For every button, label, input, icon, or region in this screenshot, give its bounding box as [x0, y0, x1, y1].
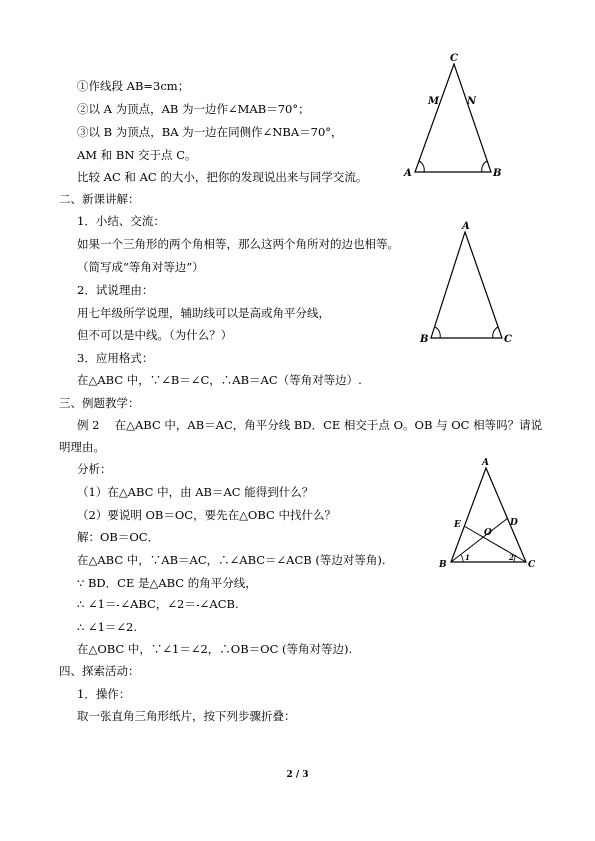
- angle-arc-b: [435, 327, 440, 338]
- label-c: C: [450, 53, 458, 64]
- angle-arc-b: [482, 161, 487, 172]
- summary-heading: 1．小结、交流：: [77, 214, 165, 228]
- section-3-heading: 三、例题教学：: [59, 396, 140, 410]
- triangle-figure-3: [437, 455, 542, 575]
- triangle-abc-3: [451, 468, 526, 562]
- label-n: N: [467, 96, 477, 107]
- operation-heading: 1．操作：: [77, 687, 131, 701]
- example-text-2: 明理由。: [59, 440, 105, 454]
- label-o: O: [484, 528, 492, 538]
- theorem-text: 如果一个三角形的两个角相等，那么这两个角所对的边也相等。: [77, 237, 399, 251]
- label-b: B: [493, 168, 502, 179]
- step-3-cont-text: AM 和 BN 交于点 C。: [77, 148, 197, 162]
- example-text-1: 例 2 在△ABC 中，AB＝AC，角平分线 BD．CE 相交于点 O。OB 与 OC 相等吗？请说: [77, 418, 543, 432]
- format-text: 在△ABC 中，∵∠B＝∠C，∴AB＝AC（等角对等边）.: [77, 373, 362, 387]
- label-a: A: [404, 168, 412, 179]
- label-m: M: [428, 96, 440, 107]
- solution-heading: 解：OB＝OC．: [77, 530, 160, 544]
- step-3-text: ③以 B 为顶点，BA 为一边在同侧作∠NBA＝70°，: [77, 125, 343, 139]
- label-e: E: [454, 520, 461, 530]
- reason-text-1: 用七年级所学说理，辅助线可以是高或角平分线，: [77, 306, 330, 320]
- analysis-q2: （2）要说明 OB＝OC，要先在△OBC 中找什么？: [77, 508, 336, 522]
- analysis-heading: 分析：: [77, 462, 112, 476]
- angle-arc-2: [514, 555, 516, 562]
- label-b: B: [420, 334, 429, 345]
- fraction-numerator: [197, 605, 199, 606]
- triangle-figure-1: [400, 50, 510, 180]
- operation-text: 取一张直角三角形纸片，按下列步骤折叠：: [77, 709, 296, 723]
- theorem-short-text: （简写成“等角对等边”）: [77, 260, 204, 274]
- angle-arc-c: [493, 327, 498, 338]
- bisector-ce: [464, 526, 526, 562]
- triangle-abc-1: [415, 64, 491, 172]
- reason-heading: 2．试说理由：: [77, 283, 154, 297]
- solution-step-3-part-c: ∠ACB.: [199, 597, 239, 611]
- triangle-figure-2: [415, 218, 520, 348]
- step-2-text: ②以 A 为顶点，AB 为一边作∠MAB＝70°；: [77, 102, 310, 116]
- label-angle-2: 2: [509, 553, 514, 562]
- label-a: A: [482, 458, 489, 468]
- label-c: C: [528, 560, 536, 570]
- compare-text: 比较 AC 和 AC 的大小，把你的发现说出来与同学交流。: [77, 170, 368, 184]
- label-a: A: [462, 221, 470, 232]
- solution-step-3: [77, 593, 239, 615]
- solution-step-2: ∵ BD．CE 是△ABC 的角平分线，: [77, 576, 257, 590]
- triangle-abc-2: [431, 232, 502, 338]
- format-heading: 3．应用格式：: [77, 351, 154, 365]
- solution-step-5: 在△OBC 中，∵∠1＝∠2，∴OB＝OC (等角对等边).: [77, 642, 353, 656]
- label-angle-1: 1: [465, 553, 470, 562]
- step-1-text: ①作线段 AB=3cm；: [77, 79, 190, 93]
- page-number: 2 / 3: [286, 770, 309, 780]
- section-2-heading: 二、新课讲解：: [59, 192, 140, 206]
- fraction-half-2: [197, 605, 199, 606]
- angle-arc-a: [419, 161, 424, 172]
- solution-step-3-part-a: ∴ ∠1＝: [77, 597, 117, 611]
- reason-text-2: 但不可以是中线。（为什么？）: [77, 328, 233, 342]
- label-b: B: [439, 560, 447, 570]
- solution-step-4: ∴ ∠1＝∠2.: [77, 620, 138, 634]
- label-c: C: [504, 334, 512, 345]
- analysis-q1: （1）在△ABC 中，由 AB＝AC 能得到什么？: [77, 485, 314, 499]
- label-d: D: [510, 518, 518, 528]
- angle-arc-1: [461, 555, 463, 562]
- section-4-heading: 四、探索活动：: [59, 664, 140, 678]
- solution-step-1: 在△ABC 中，∵AB＝AC，∴∠ABC＝∠ACB (等边对等角).: [77, 553, 386, 567]
- solution-step-3-part-b: ∠ABC，∠2＝: [120, 597, 196, 611]
